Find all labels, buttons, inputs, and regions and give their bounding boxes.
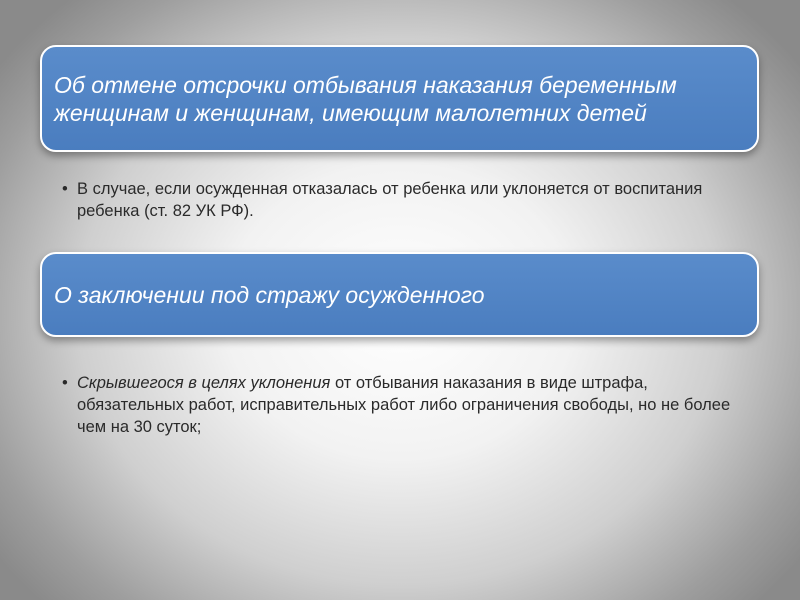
bullet-text-evasion: от отбывания наказания в виде штрафа, обязательных работ, исправительных работ либо ограничения свободы, но не более чем на 30 суток; — [77, 374, 731, 436]
heading-banner-custody — [40, 252, 759, 337]
bullet-item-evasion — [62, 372, 742, 438]
bullet-marker: • — [62, 374, 68, 392]
heading-custody-text: О заключении под стражу осужденного — [54, 281, 485, 308]
bullet-marker: • — [62, 180, 68, 198]
heading-banner-deferral-cancellation — [40, 45, 759, 152]
bullet-item-refusal-of-child — [62, 178, 742, 222]
heading-deferral-cancellation-text: Об отмене отсрочки отбывания наказания беременным женщинам и женщинам, имеющим малолетних детей — [54, 71, 677, 126]
bullet-italic-text-evasion: Скрывшегося в целях уклонения — [77, 374, 331, 392]
bullet-text-refusal-of-child: В случае, если осужденная отказалась от ребенка или уклоняется от воспитания ребенка (ст. 82 УК РФ). — [77, 180, 703, 220]
